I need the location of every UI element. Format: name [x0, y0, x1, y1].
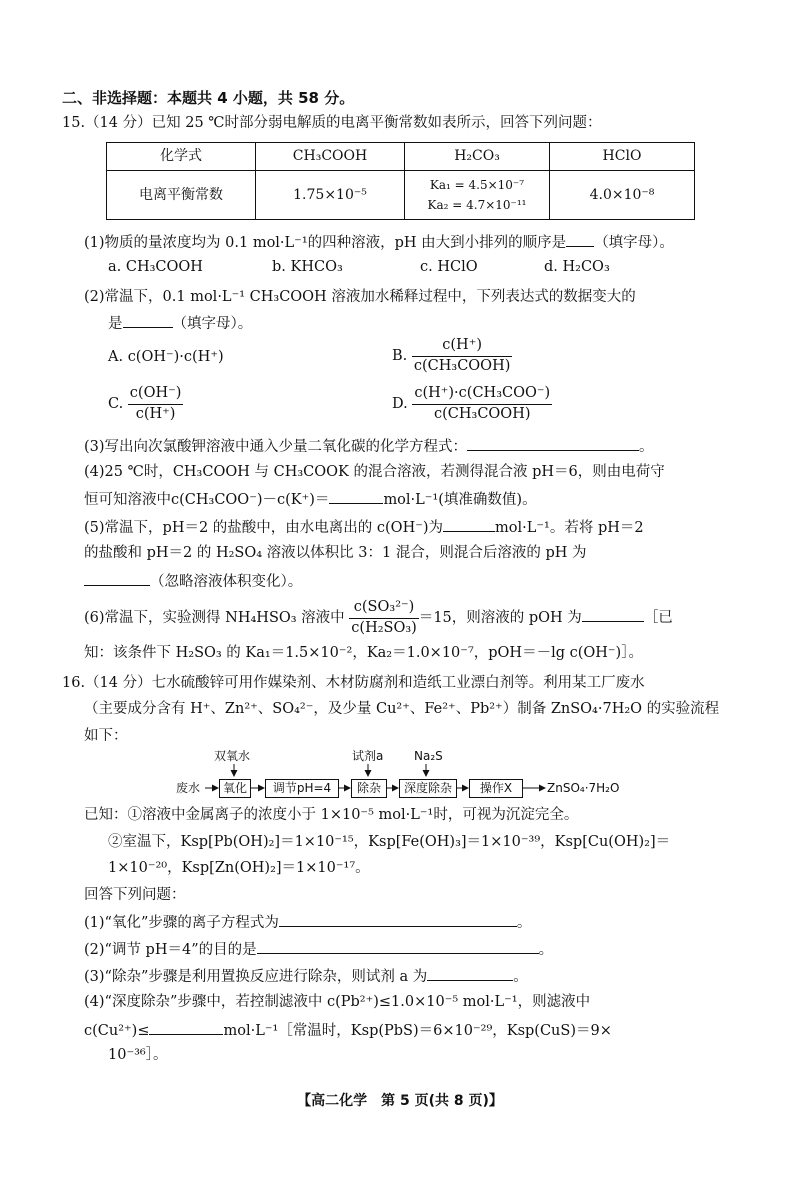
- page-footer: 【高二化学 第 5 页(共 8 页)】: [297, 1093, 503, 1109]
- q15-part2-line1: (2)常温下，0.1 mol·L⁻¹ CH₃COOH 溶液加水稀释过程中，下列表达式的数据变大的: [84, 289, 636, 305]
- choice-B-fraction: $\frac{c(H^+)}{\text{c(CH₃COOH)}}$: [413, 337, 511, 374]
- q15-part6-line1: (6)常温下，实验测得 NH₄HSO₃ 溶液中 $\frac{\text{c(SO₃²⁻)}}{\text{c(H₂SO₃)}}$ ＝15，则溶液的 pOH 为 ［已: [84, 598, 673, 638]
- q16-sub4-line1: (4)“深度除杂”步骤中，若控制滤液中 c(Pb²⁺)≤1.0×10⁻⁵ mol·L⁻¹，则滤液中: [84, 994, 591, 1010]
- flow-step-oxidation: 氧化: [219, 779, 251, 798]
- q15-part1: (1)物质的量浓度均为 0.1 mol·L⁻¹的四种溶液，pH 由大到小排列的顺序是 （填字母）。: [84, 232, 674, 254]
- flow-step-adjust-ph: 调节pH=4: [265, 779, 339, 798]
- table-header-hypochlorous-acid: HClO: [550, 143, 695, 171]
- q15-part3: (3)写出向次氯酸钾溶液中通入少量二氧化碳的化学方程式： 。: [84, 436, 654, 458]
- flow-product-label: ZnSO₄·7H₂O: [547, 781, 620, 795]
- flow-step-impurity-removal: 除杂: [351, 779, 387, 798]
- flow-reagent-peroxide: 双氧水: [214, 749, 251, 763]
- q16-sub3: (3)“除杂”步骤是利用置换反应进行除杂，则试剂 a 为 。: [84, 966, 528, 988]
- q16-known-2-line1: ②室温下，Ksp[Pb(OH)₂]＝1×10⁻¹⁵，Ksp[Fe(OH)₃]＝1×10⁻³⁹，Ksp[Cu(OH)₂]＝: [108, 834, 671, 850]
- answer-blank[interactable]: [427, 966, 513, 981]
- choice-D: D. $\frac{\text{c(H⁺)·c(CH₃COO⁻)}}{\text{c(CH₃COOH)}}$: [392, 384, 552, 424]
- carbonic-ka2: Ka₂ = 4.7×10⁻¹¹: [427, 198, 527, 212]
- sulfite-ratio-fraction: $\frac{\text{c(SO₃²⁻)}}{\text{c(H₂SO₃)}}$: [351, 599, 417, 636]
- q16-sub4-line2: c(Cu²⁺)≤ mol·L⁻¹［常温时，Ksp(PbS)＝6×10⁻²⁹，Ksp(CuS)＝9×: [84, 1020, 612, 1042]
- q16-answer-header: 回答下列问题：: [84, 887, 186, 903]
- answer-blank[interactable]: [257, 939, 539, 954]
- table-row-label: 电离平衡常数: [107, 171, 256, 220]
- table-header-carbonic-acid: H₂CO₃: [405, 143, 550, 171]
- flow-step-deep-removal: 深度除杂: [399, 779, 457, 798]
- q16-sub4-line3: 10⁻³⁶］。: [108, 1047, 168, 1063]
- q15-part6-line2: 知：该条件下 H₂SO₃ 的 Ka₁＝1.5×10⁻²，Ka₂＝1.0×10⁻⁷，pOH＝－lg c(OH⁻)］。: [84, 645, 643, 661]
- q15-part2-line2: 是 （填字母）。: [108, 313, 252, 335]
- q16-stem-line1: 16.（14 分）七水硫酸锌可用作媒染剂、木材防腐剂和造纸工业漂白剂等。利用某工厂废水: [62, 675, 645, 691]
- q16-sub2: (2)“调节 pH＝4”的目的是 。: [84, 939, 553, 961]
- option-a: a. CH₃COOH: [108, 259, 203, 275]
- q16-stem-line2: （主要成分含有 H⁺、Zn²⁺、SO₄²⁻，及少量 Cu²⁺、Fe²⁺、Pb²⁺）制备 ZnSO₄·7H₂O 的实验流程: [84, 701, 720, 717]
- q16-known-1: 已知：①溶液中金属离子的浓度小于 1×10⁻⁵ mol·L⁻¹时，可视为沉淀完全。: [84, 807, 579, 823]
- q15-part4-line2: 恒可知溶液中c(CH₃COO⁻)－c(K⁺)＝ mol·L⁻¹(填准确数值)。: [84, 489, 537, 511]
- answer-blank[interactable]: [149, 1020, 223, 1035]
- q16-stem-line3: 如下：: [84, 728, 128, 744]
- table-cell-hypochlorous-ka: 4.0×10⁻⁸: [550, 171, 695, 220]
- q15-part4-line1: (4)25 ℃时，CH₃COOH 与 CH₃COOK 的混合溶液，若测得混合液 pH＝6，则由电荷守: [84, 464, 665, 480]
- q15-part5-line3: （忽略溶液体积变化）。: [84, 571, 302, 593]
- flow-start-label: 废水: [176, 781, 201, 795]
- option-d: d. H₂CO₃: [544, 259, 610, 275]
- table-cell-acetic-ka: 1.75×10⁻⁵: [256, 171, 405, 220]
- table-header-acetic-acid: CH₃COOH: [256, 143, 405, 171]
- q15-part5-line1: (5)常温下，pH＝2 的盐酸中，由水电离出的 c(OH⁻)为 mol·L⁻¹。若将 pH＝2: [84, 517, 644, 539]
- option-c: c. HClO: [420, 259, 478, 275]
- section-title: 二、非选择题：本题共 4 小题，共 58 分。: [62, 89, 355, 107]
- flow-reagent-a: 试剂a: [352, 749, 384, 763]
- choice-C-fraction: $\frac{c(OH^-)}{c(H^+)}$: [129, 385, 182, 422]
- choice-C: C. $\frac{c(OH^-)}{c(H^+)}$: [108, 384, 183, 424]
- choice-A: A. c(OH⁻)·c(H⁺): [108, 349, 224, 365]
- flow-reagent-na2s: Na₂S: [414, 749, 443, 763]
- q16-sub1: (1)“氧化”步骤的离子方程式为 。: [84, 912, 531, 934]
- q16-known-2-line2: 1×10⁻²⁰，Ksp[Zn(OH)₂]＝1×10⁻¹⁷。: [108, 860, 370, 876]
- q15-part5-line2: 的盐酸和 pH＝2 的 H₂SO₄ 溶液以体积比 3：1 混合，则混合后溶液的 pH 为: [84, 545, 587, 561]
- carbonic-ka1: Ka₁ = 4.5×10⁻⁷: [429, 177, 525, 192]
- option-b: b. KHCO₃: [272, 259, 343, 275]
- q15-stem: 15.（14 分）已知 25 ℃时部分弱电解质的电离平衡常数如表所示，回答下列问题：: [62, 115, 602, 131]
- flow-step-operation-x: 操作X: [469, 779, 523, 798]
- answer-blank[interactable]: [279, 912, 517, 927]
- choice-B: B. $\frac{c(H^+)}{\text{c(CH₃COOH)}}$: [392, 336, 512, 376]
- table-header-formula: 化学式: [107, 143, 256, 171]
- choice-D-fraction: $\frac{\text{c(H⁺)·c(CH₃COO⁻)}}{\text{c(CH₃COOH)}}$: [414, 385, 551, 422]
